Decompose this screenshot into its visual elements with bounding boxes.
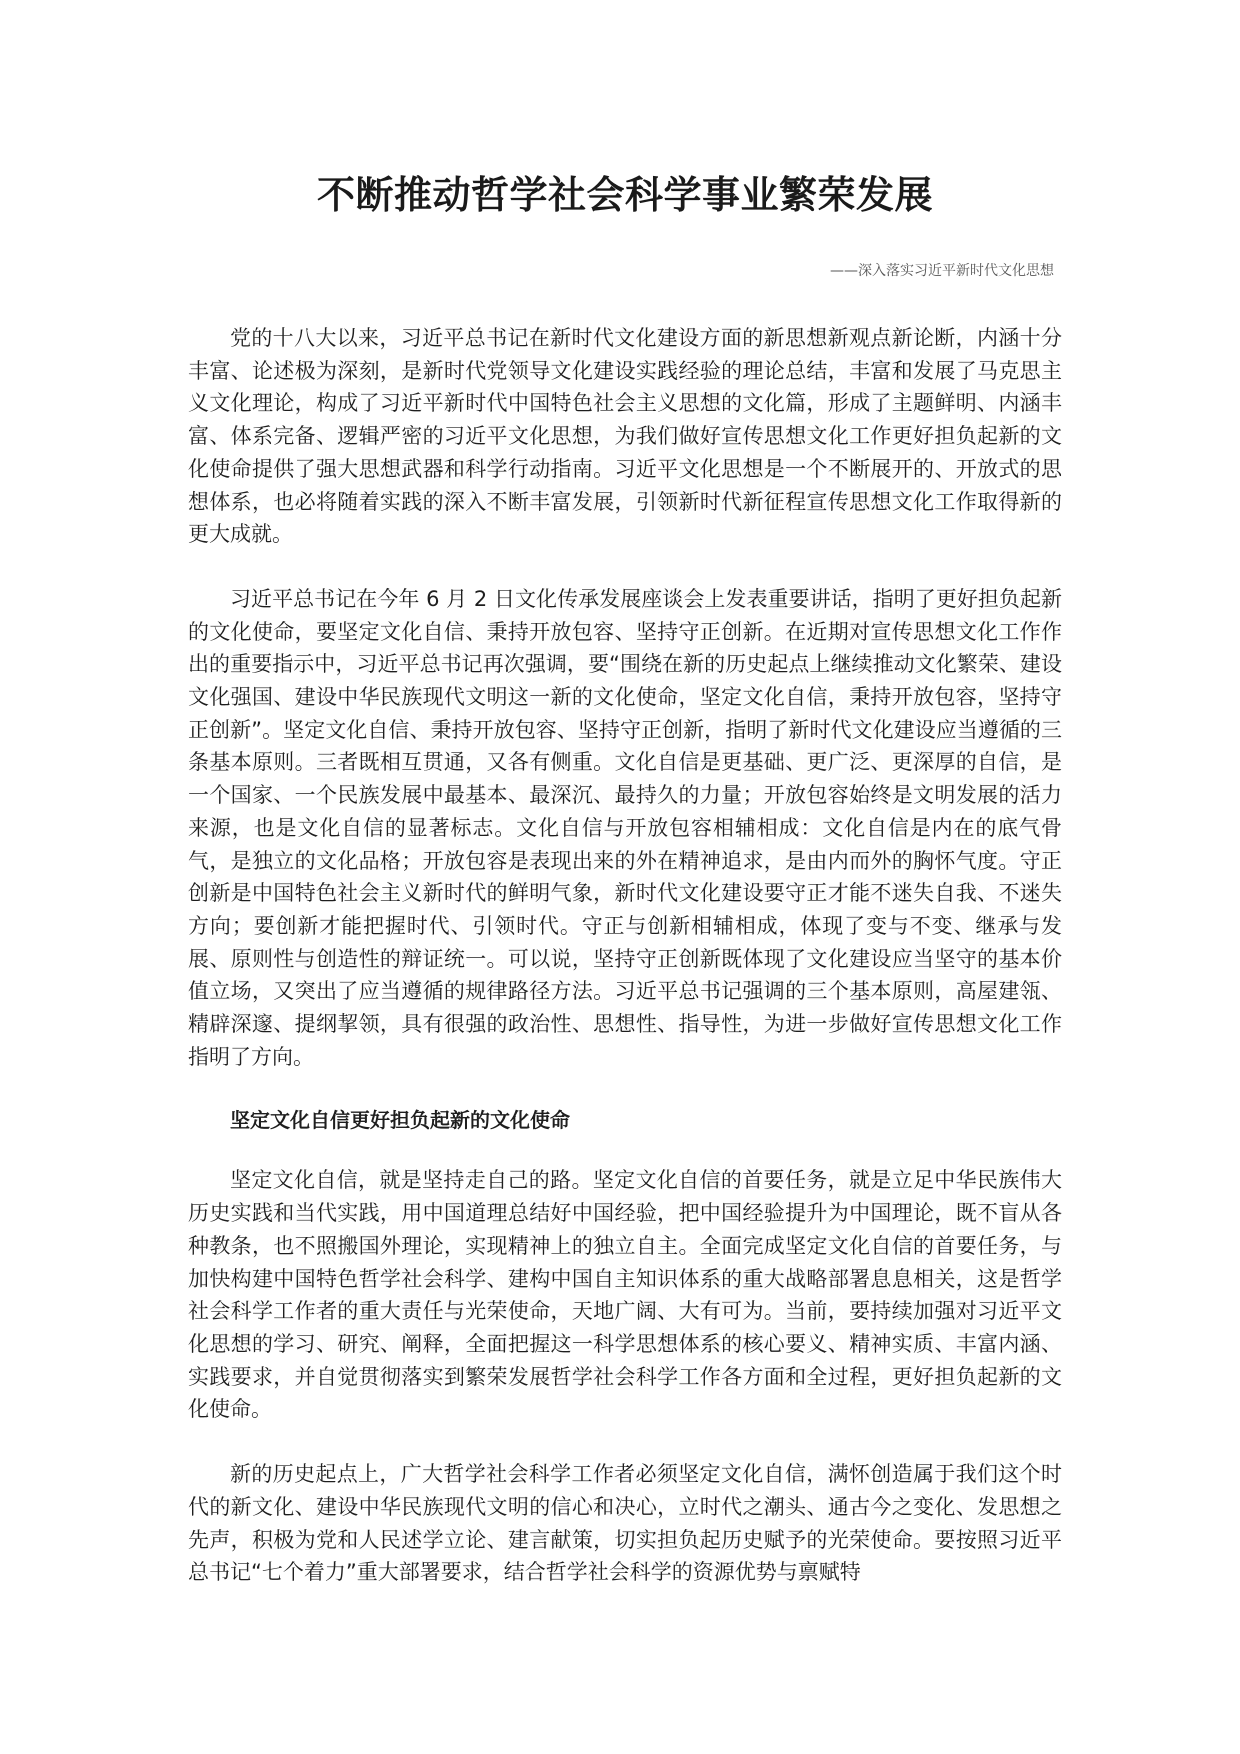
article-title: 不断推动哲学社会科学事业繁荣发展 (316, 173, 933, 217)
section-heading: 坚定文化自信更好担负起新的文化使命 (230, 1108, 570, 1133)
paragraph-4: 新的历史起点上，广大哲学社会科学工作者必须坚定文化自信，满怀创造属于我们这个时代的新文化、建设中华民族现代文明的信心和决心，立时代之潮头、通古今之变化、发思想之先声，积极为党和人民述学立论、建言献策，切实担负起历史赋予的光荣使命。要按照习近平总书记“七个着力”重大部署要求，结合哲学社会科学的资源优势与禀赋特 (188, 1462, 1062, 1585)
article-subtitle: ——深入落实习近平新时代文化思想 (830, 263, 1054, 279)
article-body (188, 322, 1062, 1621)
paragraph-1: 党的十八大以来，习近平总书记在新时代文化建设方面的新思想新观点新论断，内涵十分丰富、论述极为深刻，是新时代党领导文化建设实践经验的理论总结，丰富和发展了马克思主义文化理论，构成了习近平新时代中国特色社会主义思想的文化篇，形成了主题鲜明、内涵丰富、体系完备、逻辑严密的习近平文化思想，为我们做好宣传思想文化工作更好担负起新的文化使命提供了强大思想武器和科学行动指南。习近平文化思想是一个不断展开的、开放式的思想体系，也必将随着实践的深入不断丰富发展，引领新时代新征程宣传思想文化工作取得新的更大成就。 (188, 326, 1062, 547)
paragraph-3: 坚定文化自信，就是坚持走自己的路。坚定文化自信的首要任务，就是立足中华民族伟大历史实践和当代实践，用中国道理总结好中国经验，把中国经验提升为中国理论，既不盲从各种教条，也不照搬国外理论，实现精神上的独立自主。全面完成坚定文化自信的首要任务，与加快构建中国特色哲学社会科学、建构中国自主知识体系的重大战略部署息息相关，这是哲学社会科学工作者的重大责任与光荣使命，天地广阔、大有可为。当前，要持续加强对习近平文化思想的学习、研究、阐释，全面把握这一科学思想体系的核心要义、精神实质、丰富内涵、实践要求，并自觉贯彻落实到繁荣发展哲学社会科学工作各方面和全过程，更好担负起新的文化使命。 (188, 1168, 1062, 1422)
paragraph-2: 习近平总书记在今年 6 月 2 日文化传承发展座谈会上发表重要讲话，指明了更好担负起新的文化使命，要坚定文化自信、秉持开放包容、坚持守正创新。在近期对宣传思想文化工作作出的重要指示中，习近平总书记再次强调，要“围绕在新的历史起点上继续推动文化繁荣、建设文化强国、建设中华民族现代文明这一新的文化使命，坚定文化自信，秉持开放包容，坚持守正创新”。坚定文化自信、秉持开放包容、坚持守正创新，指明了新时代文化建设应当遵循的三条基本原则。三者既相互贯通，又各有侧重。文化自信是更基础、更广泛、更深厚的自信，是一个国家、一个民族发展中最基本、最深沉、最持久的力量；开放包容始终是文明发展的活力来源，也是文化自信的显著标志。文化自信与开放包容相辅相成：文化自信是内在的底气骨气，是独立的文化品格；开放包容是表现出来的外在精神追求，是由内而外的胸怀气度。守正创新是中国特色社会主义新时代的鲜明气象，新时代文化建设要守正才能不迷失自我、不迷失方向；要创新才能把握时代、引领时代。守正与创新相辅相成，体现了变与不变、继承与发展、原则性与创造性的辩证统一。可以说，坚持守正创新既体现了文化建设应当坚守的基本价值立场，又突出了应当遵循的规律路径方法。习近平总书记强调的三个基本原则，高屋建瓴、精辟深邃、提纲挈领，具有很强的政治性、思想性、指导性，为进一步做好宣传思想文化工作指明了方向。 (188, 586, 1062, 1069)
